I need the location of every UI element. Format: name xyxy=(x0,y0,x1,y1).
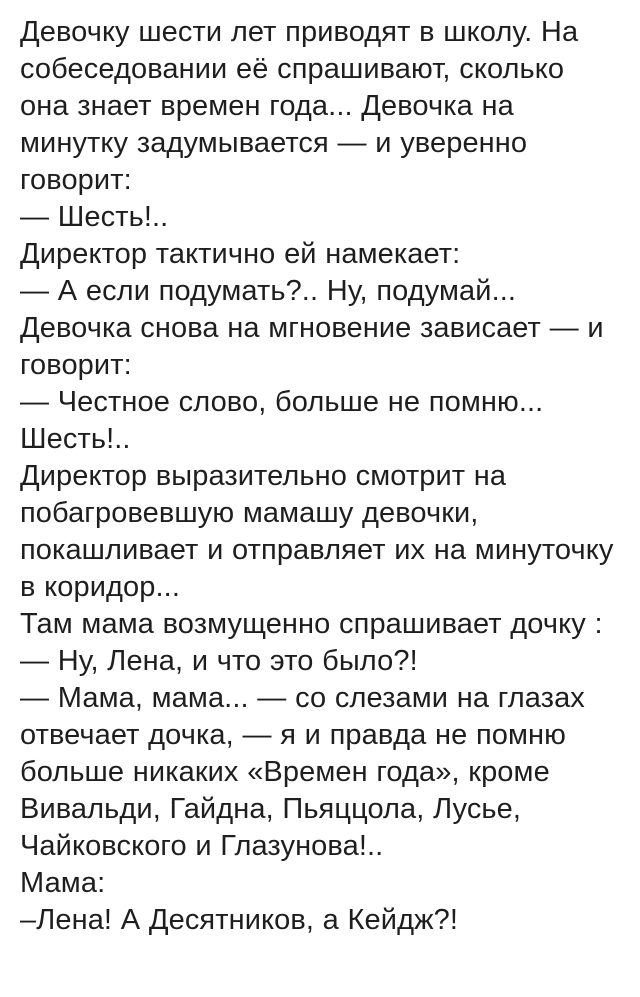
story-text-block xyxy=(20,14,618,939)
story-paragraph: — Шесть!.. xyxy=(20,201,169,233)
story-paragraph: –Лена! А Десятников, а Кейдж?! xyxy=(20,904,458,936)
story-paragraph: — Мама, мама... — со слезами на глазах отвечает дочка, — я и правда не помню больше никаких «Времен года», кроме Вивальди, Гайдна, Пьяццола, Лусье, Чайковского и Глазунова!.. xyxy=(20,682,585,862)
story-paragraph: — Честное слово, больше не помню... Шесть!.. xyxy=(20,386,544,455)
story-paragraph: Директор выразительно смотрит на побагровевшую мамашу девочки, покашливает и отправляет их на минуточку в коридор... xyxy=(20,460,614,603)
story-paragraph: Там мама возмущенно спрашивает дочку : xyxy=(20,608,603,640)
story-paragraph: — А если подумать?.. Ну, подумай... xyxy=(20,275,517,307)
story-paragraph: Девочка снова на мгновение зависает — и говорит: xyxy=(20,312,604,381)
story-paragraph: Девочку шести лет приводят в школу. На собеседовании её спрашивают, сколько она знает времен года... Девочка на минутку задумывается — и уверенно говорит: xyxy=(20,16,579,196)
story-paragraph: Директор тактично ей намекает: xyxy=(20,238,461,270)
story-paragraph: — Ну, Лена, и что это было?! xyxy=(20,645,418,677)
story-paragraph: Мама: xyxy=(20,867,106,899)
